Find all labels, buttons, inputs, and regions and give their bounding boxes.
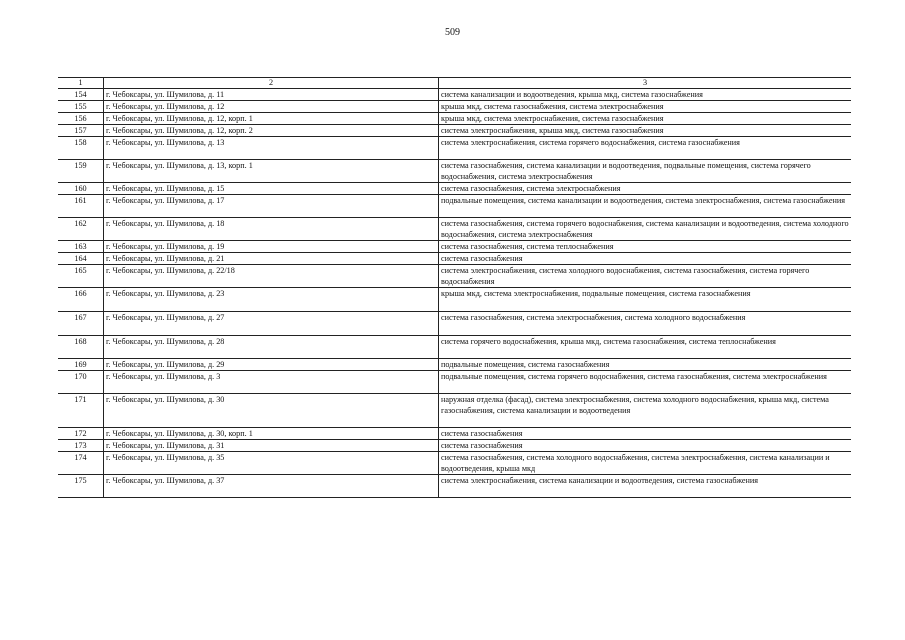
row-systems: система электроснабжения, система горячего водоснабжения, система газоснабжения [439, 137, 852, 160]
row-systems: система газоснабжения [439, 440, 852, 452]
table-row [58, 183, 851, 195]
row-systems: подвальные помещения, система газоснабжения [439, 359, 852, 371]
row-address: г. Чебоксары, ул. Шумилова, д. 11 [104, 89, 439, 101]
header-row [58, 78, 851, 89]
row-address: г. Чебоксары, ул. Шумилова, д. 21 [104, 253, 439, 265]
row-number: 170 [58, 371, 104, 394]
row-number: 162 [58, 218, 104, 241]
row-address: г. Чебоксары, ул. Шумилова, д. 15 [104, 183, 439, 195]
table-row [58, 218, 851, 241]
row-address: г. Чебоксары, ул. Шумилова, д. 37 [104, 475, 439, 498]
header-col-1: 1 [58, 78, 104, 89]
row-address: г. Чебоксары, ул. Шумилова, д. 31 [104, 440, 439, 452]
row-systems: крыша мкд, система электроснабжения, подвальные помещения, система газоснабжения [439, 288, 852, 312]
table-row [58, 359, 851, 371]
table-row [58, 241, 851, 253]
header-col-3: 3 [439, 78, 852, 89]
row-number: 156 [58, 113, 104, 125]
row-systems: крыша мкд, система газоснабжения, система электроснабжения [439, 101, 852, 113]
table-row [58, 101, 851, 113]
table-row [58, 440, 851, 452]
table-row [58, 394, 851, 428]
table-row [58, 113, 851, 125]
row-address: г. Чебоксары, ул. Шумилова, д. 19 [104, 241, 439, 253]
row-number: 158 [58, 137, 104, 160]
row-number: 164 [58, 253, 104, 265]
row-address: г. Чебоксары, ул. Шумилова, д. 28 [104, 336, 439, 359]
table-row [58, 371, 851, 394]
row-address: г. Чебоксары, ул. Шумилова, д. 23 [104, 288, 439, 312]
row-number: 155 [58, 101, 104, 113]
table-row [58, 125, 851, 137]
table-row [58, 195, 851, 218]
header-col-2: 2 [104, 78, 439, 89]
row-number: 172 [58, 428, 104, 440]
row-number: 167 [58, 312, 104, 336]
row-systems: система газоснабжения, система электроснабжения [439, 183, 852, 195]
row-number: 168 [58, 336, 104, 359]
row-number: 171 [58, 394, 104, 428]
row-address: г. Чебоксары, ул. Шумилова, д. 27 [104, 312, 439, 336]
table-row [58, 265, 851, 288]
row-address: г. Чебоксары, ул. Шумилова, д. 17 [104, 195, 439, 218]
row-systems: подвальные помещения, система горячего водоснабжения, система газоснабжения, система электроснабжения [439, 371, 852, 394]
row-number: 166 [58, 288, 104, 312]
row-systems: система газоснабжения, система холодного водоснабжения, система электроснабжения, система канализации и водоотведения, крыша мкд [439, 452, 852, 475]
row-address: г. Чебоксары, ул. Шумилова, д. 12 [104, 101, 439, 113]
registry-table [58, 77, 851, 498]
page-number: 509 [445, 27, 460, 38]
row-address: г. Чебоксары, ул. Шумилова, д. 18 [104, 218, 439, 241]
row-number: 175 [58, 475, 104, 498]
row-address: г. Чебоксары, ул. Шумилова, д. 30, корп. 1 [104, 428, 439, 440]
row-systems: система газоснабжения, система горячего водоснабжения, система канализации и водоотведения, система холодного водоснабжения, система электроснабжения [439, 218, 852, 241]
row-address: г. Чебоксары, ул. Шумилова, д. 3 [104, 371, 439, 394]
row-systems: система электроснабжения, крыша мкд, система газоснабжения [439, 125, 852, 137]
row-systems: система канализации и водоотведения, крыша мкд, система газоснабжения [439, 89, 852, 101]
row-address: г. Чебоксары, ул. Шумилова, д. 13 [104, 137, 439, 160]
row-systems: система газоснабжения [439, 253, 852, 265]
row-systems: наружная отделка (фасад), система электроснабжения, система холодного водоснабжения, крыша мкд, система газоснабжения, система канализации и водоотведения [439, 394, 852, 428]
row-address: г. Чебоксары, ул. Шумилова, д. 12, корп. 1 [104, 113, 439, 125]
row-systems: система электроснабжения, система канализации и водоотведения, система газоснабжения [439, 475, 852, 498]
table-row [58, 452, 851, 475]
table-row [58, 336, 851, 359]
row-systems: система газоснабжения [439, 428, 852, 440]
table-row [58, 89, 851, 101]
table-row [58, 428, 851, 440]
row-address: г. Чебоксары, ул. Шумилова, д. 12, корп. 2 [104, 125, 439, 137]
row-address: г. Чебоксары, ул. Шумилова, д. 35 [104, 452, 439, 475]
table-row [58, 475, 851, 498]
table-row [58, 253, 851, 265]
row-address: г. Чебоксары, ул. Шумилова, д. 22/18 [104, 265, 439, 288]
table-row [58, 137, 851, 160]
row-systems: крыша мкд, система электроснабжения, система газоснабжения [439, 113, 852, 125]
row-number: 159 [58, 160, 104, 183]
table-row [58, 288, 851, 312]
row-number: 165 [58, 265, 104, 288]
row-number: 157 [58, 125, 104, 137]
table-row [58, 312, 851, 336]
row-systems: система горячего водоснабжения, крыша мкд, система газоснабжения, система теплоснабжения [439, 336, 852, 359]
row-systems: система газоснабжения, система теплоснабжения [439, 241, 852, 253]
row-systems: система газоснабжения, система канализации и водоотведения, подвальные помещения, система горячего водоснабжения, система электроснабжения [439, 160, 852, 183]
row-number: 160 [58, 183, 104, 195]
row-systems: подвальные помещения, система канализации и водоотведения, система электроснабжения, система газоснабжения [439, 195, 852, 218]
row-systems: система электроснабжения, система холодного водоснабжения, система газоснабжения, система горячего водоснабжения [439, 265, 852, 288]
row-number: 173 [58, 440, 104, 452]
row-number: 169 [58, 359, 104, 371]
row-address: г. Чебоксары, ул. Шумилова, д. 30 [104, 394, 439, 428]
row-number: 161 [58, 195, 104, 218]
table-row [58, 160, 851, 183]
row-number: 174 [58, 452, 104, 475]
row-number: 154 [58, 89, 104, 101]
row-address: г. Чебоксары, ул. Шумилова, д. 13, корп. 1 [104, 160, 439, 183]
row-address: г. Чебоксары, ул. Шумилова, д. 29 [104, 359, 439, 371]
row-systems: система газоснабжения, система электроснабжения, система холодного водоснабжения [439, 312, 852, 336]
row-number: 163 [58, 241, 104, 253]
